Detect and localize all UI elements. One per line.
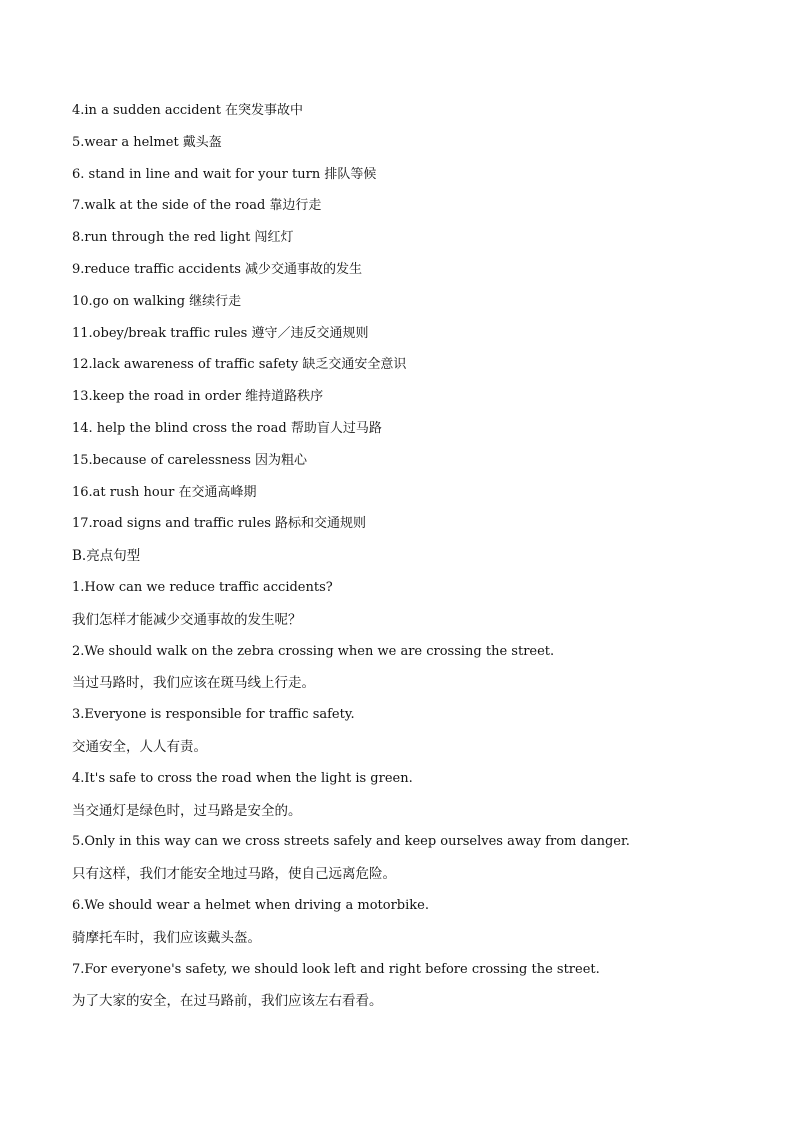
sentence-en: 4.It's safe to cross the road when the light is green. [72,770,413,786]
phrase-item: 12.lack awareness of traffic safety 缺乏交通安全意识 [72,357,407,373]
sentence-cn: 当过马路时，我们应该在斑马线上行走。 [72,675,315,692]
sentence-cn: 我们怎样才能减少交通事故的发生呢？ [72,611,302,628]
sentence-en: 7.For everyone's safety, we should look left and right before crossing the street. [72,961,600,977]
sentence-cn: 只有这样，我们才能安全地过马路，使自己远离危险。 [72,866,396,883]
phrase-item: 16.at rush hour 在交通高峰期 [72,484,257,500]
phrase-item: 15.because of carelessness 因为粗心 [72,452,308,468]
sentence-en: 3.Everyone is responsible for traffic safety. [72,707,355,723]
phrase-item: 4.in a sudden accident 在突发事故中 [72,103,304,118]
sentence-en: 6.We should wear a helmet when driving a motorbike. [72,897,429,913]
section-b-heading: B.亮点句型 [72,548,141,565]
sentence-cn: 当交通灯是绿色时，过马路是安全的。 [72,802,302,819]
document-page [72,100,732,1022]
phrase-item: 14. help the blind cross the road 帮助盲人过马路 [72,420,382,436]
phrase-item: 5.wear a helmet 戴头盔 [72,134,222,150]
sentence-en: 5.Only in this way can we cross streets safely and keep ourselves away from danger. [72,834,630,850]
phrase-item: 10.go on walking 继续行走 [72,293,242,309]
phrase-item: 7.walk at the side of the road 靠边行走 [72,198,322,214]
phrase-item: 8.run through the red light 闯红灯 [72,230,294,246]
sentence-en: 1.How can we reduce traffic accidents? [72,579,333,595]
phrase-item: 17.road signs and traffic rules 路标和交通规则 [72,516,367,532]
sentence-cn: 交通安全，人人有责。 [72,738,207,755]
phrase-item: 6. stand in line and wait for your turn 排队等候 [72,166,377,182]
sentence-en: 2.We should walk on the zebra crossing when we are crossing the street. [72,643,555,659]
sentence-cn: 为了大家的安全，在过马路前，我们应该左右看看。 [72,993,383,1010]
phrase-item: 9.reduce traffic accidents 减少交通事故的发生 [72,261,362,277]
sentence-cn: 骑摩托车时，我们应该戴头盔。 [72,929,261,946]
phrase-item: 11.obey/break traffic rules 遵守／违反交通规则 [72,325,369,341]
phrase-item: 13.keep the road in order 维持道路秩序 [72,389,324,405]
